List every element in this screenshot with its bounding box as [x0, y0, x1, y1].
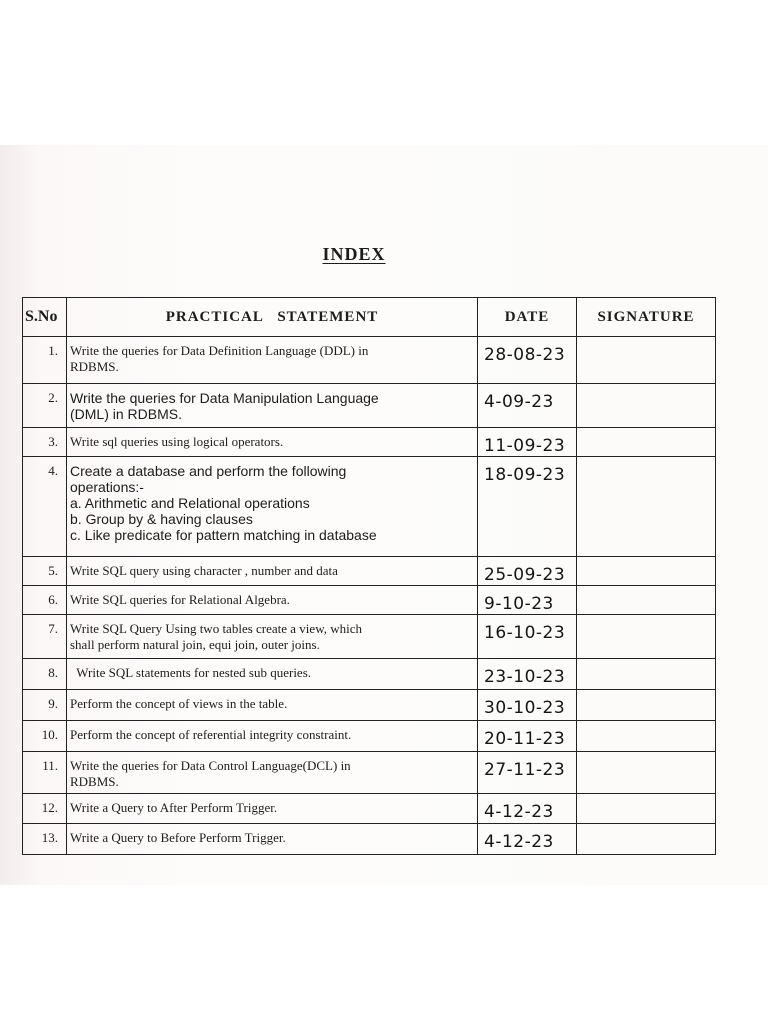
row-number: 2.	[23, 384, 67, 428]
statement-line: RDBMS.	[70, 359, 119, 374]
practical-statement	[67, 586, 478, 615]
signature-cell	[577, 752, 716, 794]
table-row	[23, 615, 716, 659]
handwritten-date: 20-11-23	[478, 721, 577, 752]
statement-line: a. Arithmetic and Relational operations	[70, 495, 310, 511]
statement-line: Write the queries for Data Definition Language (DDL) in	[70, 343, 369, 358]
statement-line: Write SQL queries for Relational Algebra.	[70, 592, 290, 607]
practical-statement	[67, 384, 478, 428]
practical-statement	[67, 337, 478, 384]
row-number: 6.	[23, 586, 67, 615]
row-number: 1.	[23, 337, 67, 384]
practical-statement	[67, 794, 478, 824]
handwritten-date: 9-10-23	[478, 586, 577, 615]
header-sno: S.No	[23, 298, 67, 337]
table-row	[23, 457, 716, 557]
header-row	[23, 298, 716, 337]
row-number: 5.	[23, 557, 67, 586]
practical-statement	[67, 824, 478, 855]
practical-statement	[67, 557, 478, 586]
signature-cell	[577, 457, 716, 557]
table-row	[23, 337, 716, 384]
practical-statement	[67, 457, 478, 557]
table-row	[23, 557, 716, 586]
statement-line: Write a Query to After Perform Trigger.	[70, 800, 278, 815]
table-row	[23, 721, 716, 752]
signature-cell	[577, 690, 716, 721]
statement-line: RDBMS.	[70, 774, 119, 789]
table-row	[23, 586, 716, 615]
statement-line: b. Group by & having clauses	[70, 511, 253, 527]
statement-line: Write a Query to Before Perform Trigger.	[70, 830, 286, 845]
signature-cell	[577, 794, 716, 824]
handwritten-date: 30-10-23	[478, 690, 577, 721]
row-number: 7.	[23, 615, 67, 659]
handwritten-date: 4-12-23	[478, 824, 577, 855]
table-row	[23, 428, 716, 457]
statement-line: Write SQL statements for nested sub queries.	[70, 665, 312, 680]
signature-cell	[577, 659, 716, 690]
statement-line: c. Like predicate for pattern matching in database	[70, 527, 377, 543]
row-number: 8.	[23, 659, 67, 690]
table-row	[23, 752, 716, 794]
statement-line: operations:-	[70, 479, 144, 495]
statement-line: Perform the concept of views in the table.	[70, 696, 288, 711]
statement-line: Write the queries for Data Control Language(DCL) in	[70, 758, 351, 773]
practical-statement	[67, 752, 478, 794]
row-number: 13.	[23, 824, 67, 855]
signature-cell	[577, 721, 716, 752]
statement-line: Perform the concept of referential integrity constraint.	[70, 727, 352, 742]
table-row	[23, 384, 716, 428]
statement-line: Write sql queries using logical operators.	[70, 434, 284, 449]
signature-cell	[577, 428, 716, 457]
row-number: 9.	[23, 690, 67, 721]
row-number: 11.	[23, 752, 67, 794]
handwritten-date: 4-09-23	[478, 384, 577, 428]
handwritten-date: 18-09-23	[478, 457, 577, 557]
signature-cell	[577, 615, 716, 659]
practical-statement	[67, 690, 478, 721]
statement-line: Create a database and perform the following	[70, 463, 347, 479]
signature-cell	[577, 557, 716, 586]
signature-cell	[577, 586, 716, 615]
handwritten-date: 25-09-23	[478, 557, 577, 586]
index-table	[22, 297, 716, 855]
practical-statement	[67, 615, 478, 659]
practical-statement	[67, 721, 478, 752]
handwritten-date: 27-11-23	[478, 752, 577, 794]
statement-line: Write SQL query using character , number and data	[70, 563, 338, 578]
page-title: INDEX	[322, 244, 386, 264]
handwritten-date: 11-09-23	[478, 428, 577, 457]
row-number: 3.	[23, 428, 67, 457]
header-statement: PRACTICAL STATEMENT	[67, 298, 478, 337]
handwritten-date: 28-08-23	[478, 337, 577, 384]
row-number: 4.	[23, 457, 67, 557]
handwritten-date: 23-10-23	[478, 659, 577, 690]
header-date: DATE	[478, 298, 577, 337]
handwritten-date: 4-12-23	[478, 794, 577, 824]
practical-statement	[67, 659, 478, 690]
practical-statement	[67, 428, 478, 457]
statement-line: Write SQL Query Using two tables create a view, which	[70, 621, 363, 636]
statement-line: Write the queries for Data Manipulation Language	[70, 390, 379, 406]
header-signature: SIGNATURE	[577, 298, 716, 337]
table-row	[23, 824, 716, 855]
table-row	[23, 690, 716, 721]
table-row	[23, 659, 716, 690]
table-row	[23, 794, 716, 824]
signature-cell	[577, 824, 716, 855]
signature-cell	[577, 337, 716, 384]
handwritten-date: 16-10-23	[478, 615, 577, 659]
row-number: 10.	[23, 721, 67, 752]
signature-cell	[577, 384, 716, 428]
statement-line: (DML) in RDBMS.	[70, 406, 183, 422]
row-number: 12.	[23, 794, 67, 824]
statement-line: shall perform natural join, equi join, outer joins.	[70, 637, 320, 652]
